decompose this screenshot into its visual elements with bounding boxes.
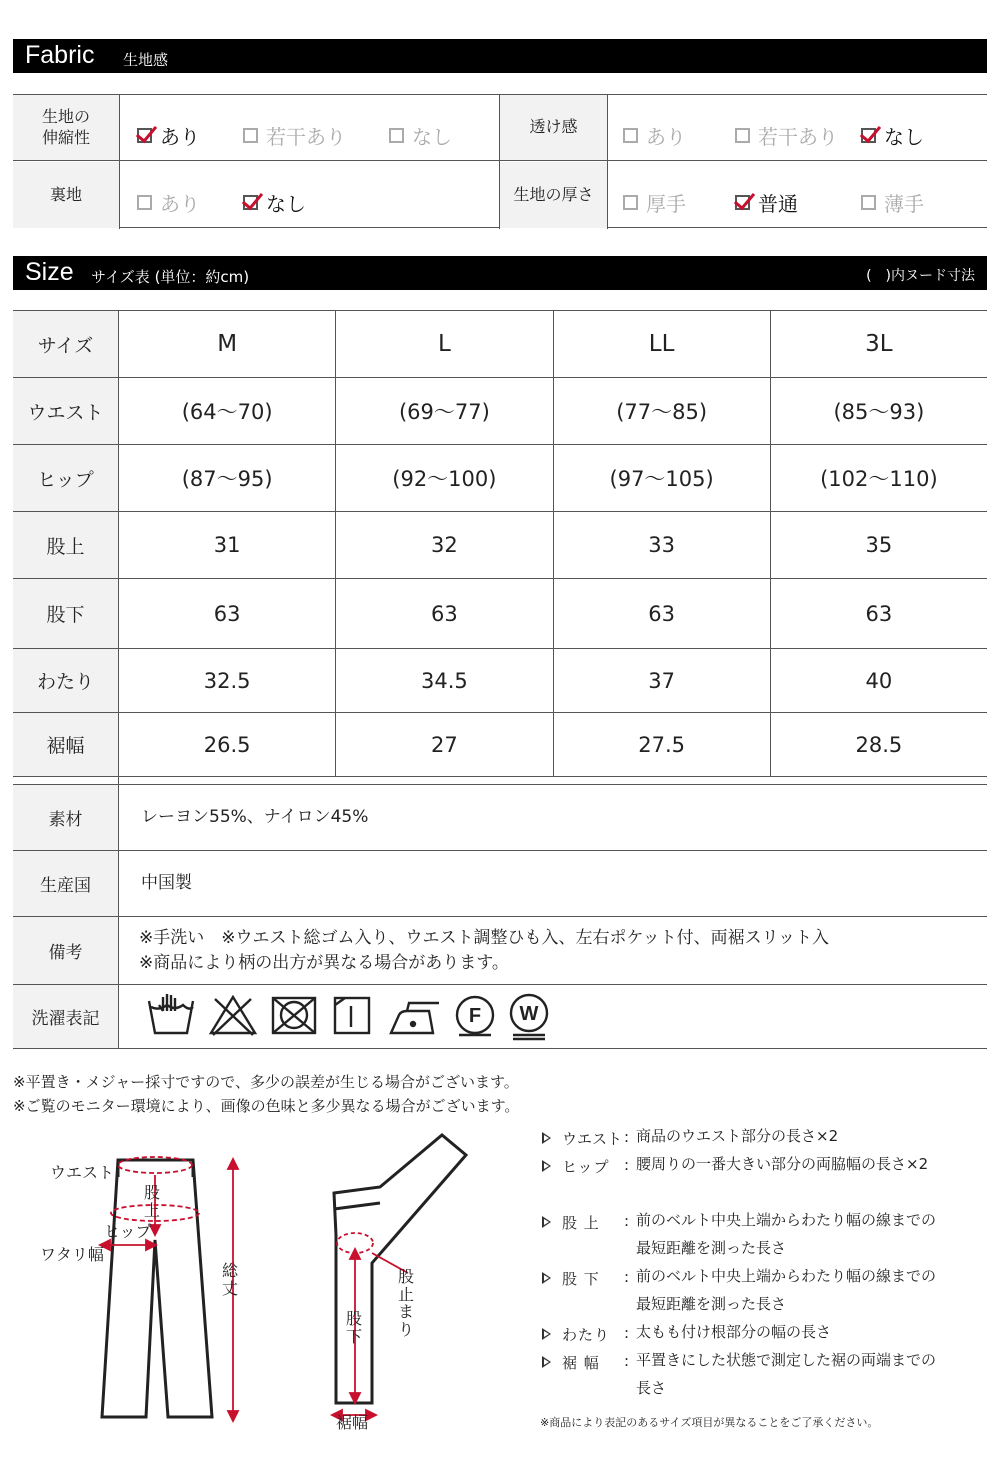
table-cell: (77〜85) bbox=[554, 378, 771, 444]
fabric-label-sheer: 透け感 bbox=[500, 95, 607, 160]
diagram-label-rise: 股上 bbox=[144, 1183, 161, 1220]
table-cell: (87〜95) bbox=[119, 445, 336, 511]
table-cell: 34.5 bbox=[336, 649, 553, 712]
hand-wash-icon bbox=[149, 994, 193, 1033]
triangle-icon bbox=[542, 1132, 551, 1144]
checkbox-icon bbox=[735, 128, 750, 143]
row-label: わたり bbox=[13, 649, 119, 712]
fabric-label-lining: 裏地 bbox=[13, 162, 119, 228]
diagram-label-hem: 裾幅 bbox=[336, 1413, 369, 1432]
option-sheer-yes: あり bbox=[623, 121, 686, 150]
table-cell: 33 bbox=[554, 512, 771, 578]
svg-text:W: W bbox=[519, 1002, 539, 1025]
table-cell: (97〜105) bbox=[554, 445, 771, 511]
triangle-icon bbox=[542, 1328, 551, 1340]
row-label: 股上 bbox=[13, 512, 119, 578]
size-section-header bbox=[13, 256, 987, 290]
size-subtitle: サイズ表 (単位：約cm) bbox=[91, 268, 250, 286]
size-col-header: 3L bbox=[865, 331, 893, 357]
note-line: ※平置き・メジャー採寸ですので、多少の誤差が生じる場合がございます。 bbox=[13, 1073, 519, 1091]
table-cell: 31 bbox=[119, 512, 336, 578]
material-value: レーヨン55%、ナイロン45% bbox=[141, 807, 369, 828]
diagram-label-waist: ウエスト bbox=[50, 1163, 115, 1182]
fabric-label-stretch: 生地の 伸縮性 bbox=[13, 95, 119, 160]
row-label: 股下 bbox=[13, 579, 119, 648]
option-lining-yes: あり bbox=[137, 188, 200, 217]
table-cell: 63 bbox=[865, 601, 893, 626]
dry-clean-f-icon bbox=[457, 997, 493, 1035]
table-cell: 32.5 bbox=[119, 649, 336, 712]
option-stretch-yes: あり bbox=[137, 121, 200, 150]
diagram-label-length: 総丈 bbox=[222, 1261, 239, 1298]
checked-box-icon bbox=[243, 195, 258, 210]
table-cell: 32 bbox=[336, 512, 553, 578]
option-thin: 薄手 bbox=[861, 188, 924, 217]
laundry-icons bbox=[119, 985, 987, 1048]
table-row bbox=[13, 579, 987, 649]
checkbox-icon bbox=[243, 128, 258, 143]
size-col-header: LL bbox=[554, 311, 771, 377]
option-normal: 普通 bbox=[735, 188, 798, 217]
laundry-symbols bbox=[147, 989, 567, 1045]
spacer-cell bbox=[13, 777, 119, 784]
checkbox-icon bbox=[137, 195, 152, 210]
size-table bbox=[13, 310, 987, 1049]
checkbox-icon bbox=[623, 195, 638, 210]
table-cell: 63 bbox=[336, 579, 553, 648]
option-stretch-slight: 若干あり bbox=[243, 121, 346, 150]
diagram-label-inseam: 股下 bbox=[346, 1309, 363, 1346]
table-cell: (85〜93) bbox=[833, 400, 925, 424]
remarks-label: 備考 bbox=[13, 917, 119, 984]
table-cell: (102〜110) bbox=[820, 467, 938, 491]
row-label: ウエスト bbox=[13, 378, 119, 444]
checked-box-icon bbox=[735, 195, 750, 210]
triangle-icon bbox=[542, 1160, 551, 1172]
material-row bbox=[13, 785, 987, 851]
no-tumble-dry-icon bbox=[273, 998, 315, 1033]
remarks-line: ※商品により柄の出方が異なる場合があります。 bbox=[139, 952, 509, 973]
option-sheer-none: なし bbox=[861, 121, 924, 150]
fabric-label-thickness: 生地の厚さ bbox=[500, 162, 607, 228]
diagram-label-hip: ヒップ bbox=[104, 1222, 152, 1241]
table-cell: 37 bbox=[554, 649, 771, 712]
divider bbox=[607, 95, 608, 229]
checkbox-icon bbox=[623, 128, 638, 143]
table-header-row bbox=[13, 311, 987, 378]
no-bleach-icon bbox=[211, 997, 255, 1035]
option-stretch-none: なし bbox=[389, 121, 452, 150]
size-header-label: サイズ bbox=[13, 311, 119, 377]
laundry-label: 洗濯表記 bbox=[13, 985, 119, 1048]
size-title: Size bbox=[25, 258, 74, 286]
fabric-section-header bbox=[13, 39, 987, 73]
line-dry-shade-icon bbox=[335, 998, 369, 1033]
table-cell: 27 bbox=[336, 713, 553, 776]
fabric-row bbox=[13, 162, 987, 228]
diagram-label-crotch: 股止まり bbox=[398, 1267, 415, 1339]
checked-box-icon bbox=[861, 128, 876, 143]
table-cell: 35 bbox=[865, 533, 893, 557]
svg-text:F: F bbox=[468, 1004, 482, 1027]
note-line: ※ご覧のモニター環境により、画像の色味と多少異なる場合がございます。 bbox=[13, 1097, 520, 1115]
material-label: 素材 bbox=[13, 785, 119, 850]
option-thick: 厚手 bbox=[623, 188, 686, 217]
table-spacer bbox=[13, 777, 987, 785]
table-row bbox=[13, 649, 987, 713]
checked-box-icon bbox=[137, 128, 152, 143]
option-lining-no: なし bbox=[243, 188, 306, 217]
table-cell: 28.5 bbox=[855, 732, 903, 757]
checkbox-icon bbox=[389, 128, 404, 143]
origin-row bbox=[13, 851, 987, 917]
row-label: ヒップ bbox=[13, 445, 119, 511]
divider bbox=[499, 95, 500, 229]
size-col-header: L bbox=[336, 311, 553, 377]
iron-low-icon bbox=[391, 1003, 439, 1033]
table-cell: 40 bbox=[865, 668, 893, 693]
remarks-row bbox=[13, 917, 987, 985]
table-cell: (69〜77) bbox=[336, 378, 553, 444]
checkbox-icon bbox=[861, 195, 876, 210]
remarks-line: ※手洗い ※ウエスト総ゴム入り、ウエスト調整ひも入、左右ポケット付、両裾スリット入 bbox=[139, 927, 829, 948]
table-row bbox=[13, 445, 987, 512]
wet-clean-w-icon bbox=[511, 995, 547, 1039]
table-cell: (64〜70) bbox=[119, 378, 336, 444]
origin-value: 中国製 bbox=[141, 873, 192, 894]
laundry-row bbox=[13, 985, 987, 1049]
notes bbox=[13, 1070, 519, 1118]
row-label: 裾幅 bbox=[13, 713, 119, 776]
triangle-icon bbox=[542, 1216, 551, 1228]
triangle-icon bbox=[542, 1356, 551, 1368]
triangle-icon bbox=[542, 1272, 551, 1284]
table-cell: 63 bbox=[119, 579, 336, 648]
spacer-cell bbox=[119, 777, 987, 784]
measure-arrows bbox=[100, 1159, 238, 1421]
fabric-row bbox=[13, 95, 987, 161]
table-row bbox=[13, 713, 987, 777]
table-cell: 27.5 bbox=[554, 713, 771, 776]
legend-footnote: ※商品により表記のあるサイズ項目が異なることをご了承ください。 bbox=[540, 1416, 879, 1429]
nude-size-note: ( )内ヌード寸法 bbox=[866, 268, 975, 284]
table-row bbox=[13, 512, 987, 579]
size-col-header: M bbox=[119, 311, 336, 377]
fabric-subtitle: 生地感 bbox=[123, 51, 169, 69]
option-sheer-slight: 若干あり bbox=[735, 121, 838, 150]
remarks-value bbox=[119, 917, 987, 984]
table-cell: (92〜100) bbox=[336, 445, 553, 511]
diagram-label-thigh: ワタリ幅 bbox=[40, 1245, 104, 1264]
table-row bbox=[13, 378, 987, 445]
divider bbox=[119, 95, 120, 229]
table-cell: 26.5 bbox=[119, 713, 336, 776]
table-cell: 63 bbox=[554, 579, 771, 648]
origin-label: 生産国 bbox=[13, 851, 119, 916]
side-measure-lines bbox=[332, 1233, 408, 1420]
fabric-table bbox=[13, 94, 987, 228]
fabric-title: Fabric bbox=[25, 41, 95, 69]
